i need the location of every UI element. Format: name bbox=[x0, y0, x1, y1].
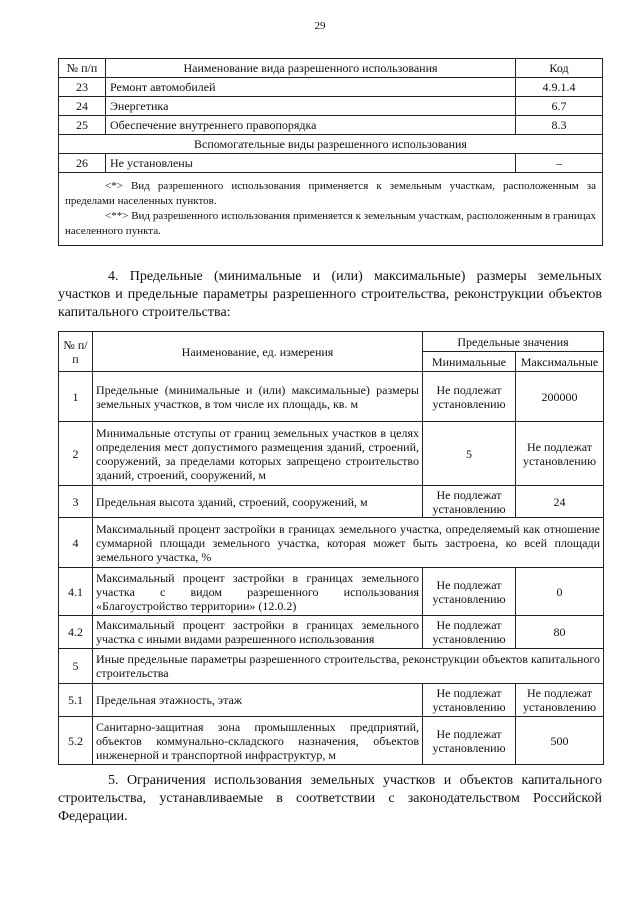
table-row bbox=[59, 518, 604, 568]
row-number: 4.2 bbox=[59, 616, 93, 649]
table-header-row bbox=[59, 59, 603, 78]
min-value: Не подлежат установлению bbox=[423, 616, 516, 649]
column-header-number: № п/п bbox=[59, 59, 106, 78]
table-row bbox=[59, 568, 604, 616]
table-row bbox=[59, 486, 604, 518]
column-header-name: Наименование, ед. измерения bbox=[93, 332, 423, 372]
min-value: Не подлежат установлению bbox=[423, 486, 516, 518]
aux-uses-heading: Вспомогательные виды разрешенного использования bbox=[59, 135, 603, 154]
column-header-code: Код bbox=[516, 59, 603, 78]
table-header-row bbox=[59, 332, 604, 352]
parameter-name: Минимальные отступы от границ земельных участков в целях определения мест допустимого размещения зданий, строений, сооружений, за пределами которых запрещено строительство зданий, строений, сооружений, м bbox=[93, 422, 423, 486]
min-value: Не подлежат установлению bbox=[423, 568, 516, 616]
note-double-star: <**> Вид разрешенного использования применяется к земельным участкам, расположенным в границах населенного пункта. bbox=[65, 210, 596, 237]
parameter-name: Предельная этажность, этаж bbox=[93, 684, 423, 717]
table-row bbox=[59, 78, 603, 97]
max-value: 24 bbox=[516, 486, 604, 518]
column-header-max: Максимальные bbox=[516, 352, 604, 372]
notes-row bbox=[59, 173, 603, 246]
use-code: 6.7 bbox=[516, 97, 603, 116]
permitted-uses-table bbox=[58, 58, 603, 246]
use-code: – bbox=[516, 154, 603, 173]
max-value: Не подлежат установлению bbox=[516, 422, 604, 486]
use-code: 4.9.1.4 bbox=[516, 78, 603, 97]
row-number: 5.1 bbox=[59, 684, 93, 717]
table-row bbox=[59, 684, 604, 717]
note-single-star: <*> Вид разрешенного использования применяется к земельным участкам, расположенным за пределами населенных пунктов. bbox=[65, 180, 596, 207]
row-number: 26 bbox=[59, 154, 106, 173]
parameter-name: Иные предельные параметры разрешенного строительства, реконструкции объектов капитального строительства bbox=[93, 649, 604, 684]
min-value: 5 bbox=[423, 422, 516, 486]
table-row bbox=[59, 422, 604, 486]
column-header-number: № п/п bbox=[59, 332, 93, 372]
notes-cell bbox=[59, 173, 603, 246]
row-number: 1 bbox=[59, 372, 93, 422]
parameter-name: Санитарно-защитная зона промышленных предприятий, объектов коммунально-складского назначения, объектов инженерной и транспортной инфраструктур, м bbox=[93, 717, 423, 765]
column-header-use-name: Наименование вида разрешенного использования bbox=[106, 59, 516, 78]
column-header-min: Минимальные bbox=[423, 352, 516, 372]
max-value: Не подлежат установлению bbox=[516, 684, 604, 717]
min-value: Не подлежат установлению bbox=[423, 372, 516, 422]
row-number: 24 bbox=[59, 97, 106, 116]
row-number: 4 bbox=[59, 518, 93, 568]
row-number: 25 bbox=[59, 116, 106, 135]
use-name: Энергетика bbox=[106, 97, 516, 116]
use-name: Ремонт автомобилей bbox=[106, 78, 516, 97]
column-header-limits: Предельные значения bbox=[423, 332, 604, 352]
table-row bbox=[59, 154, 603, 173]
parameter-name: Максимальный процент застройки в границах земельного участка с видом разрешенного использования «Благоустройство территории» (12.0.2) bbox=[93, 568, 423, 616]
min-value: Не подлежат установлению bbox=[423, 717, 516, 765]
section-5-paragraph: 5. Ограничения использования земельных участков и объектов капитального строительства, устанавливаемые в соответствии с законодательством Российской Федерации. bbox=[58, 773, 602, 824]
min-value: Не подлежат установлению bbox=[423, 684, 516, 717]
table-row bbox=[59, 116, 603, 135]
table-row bbox=[59, 717, 604, 765]
row-number: 4.1 bbox=[59, 568, 93, 616]
parameter-name: Максимальный процент застройки в границах земельного участка с иными видами разрешенного использования bbox=[93, 616, 423, 649]
page-number: 29 bbox=[314, 20, 326, 32]
table-row bbox=[59, 372, 604, 422]
limit-parameters-table bbox=[58, 331, 604, 765]
use-name: Обеспечение внутреннего правопорядка bbox=[106, 116, 516, 135]
use-code: 8.3 bbox=[516, 116, 603, 135]
use-name: Не установлены bbox=[106, 154, 516, 173]
row-number: 5 bbox=[59, 649, 93, 684]
section-4-paragraph: 4. Предельные (минимальные и (или) максимальные) размеры земельных участков и предельные параметры разрешенного строительства, реконструкции объектов капитального строительства: bbox=[58, 269, 602, 320]
parameter-name: Предельная высота зданий, строений, сооружений, м bbox=[93, 486, 423, 518]
max-value: 0 bbox=[516, 568, 604, 616]
row-number: 2 bbox=[59, 422, 93, 486]
parameter-name: Предельные (минимальные и (или) максимальные) размеры земельных участков, в том числе их площадь, кв. м bbox=[93, 372, 423, 422]
table-row bbox=[59, 649, 604, 684]
max-value: 80 bbox=[516, 616, 604, 649]
max-value: 200000 bbox=[516, 372, 604, 422]
row-number: 23 bbox=[59, 78, 106, 97]
row-number: 3 bbox=[59, 486, 93, 518]
table-row bbox=[59, 97, 603, 116]
aux-uses-heading-row bbox=[59, 135, 603, 154]
table-row bbox=[59, 616, 604, 649]
max-value: 500 bbox=[516, 717, 604, 765]
parameter-name: Максимальный процент застройки в границах земельного участка, определяемый как отношение суммарной площади земельного участка, которая может быть застроена, ко всей площади земельного участка, % bbox=[93, 518, 604, 568]
row-number: 5.2 bbox=[59, 717, 93, 765]
